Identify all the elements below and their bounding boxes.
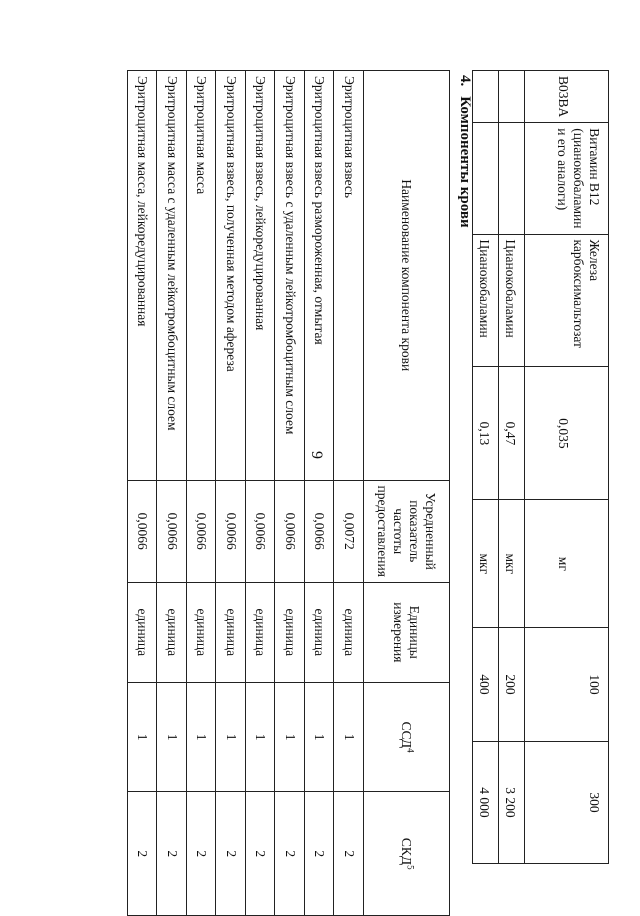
unit: единица bbox=[275, 582, 305, 682]
drug-name: Железа карбоксимальтозат bbox=[525, 234, 609, 367]
table-row bbox=[334, 71, 364, 916]
unit: мкг bbox=[499, 500, 525, 628]
skd-value: 2 bbox=[275, 792, 305, 916]
frequency: 0,0066 bbox=[128, 480, 158, 582]
blood-components-table bbox=[127, 70, 450, 916]
ssd-value: 1 bbox=[246, 682, 276, 792]
frequency: 0,0072 bbox=[334, 480, 364, 582]
component-name: Эритроцитная взвесь, полученная методом афереза bbox=[216, 71, 246, 481]
header-frequency: Усредненный показатель частоты предоставления bbox=[364, 480, 450, 582]
unit: мкг bbox=[473, 500, 499, 628]
frequency: 0,0066 bbox=[275, 480, 305, 582]
table-row bbox=[187, 71, 217, 916]
ssd-value: 200 bbox=[499, 628, 525, 742]
section-title: Компоненты крови bbox=[457, 96, 473, 228]
medication-table bbox=[472, 70, 609, 864]
unit: единица bbox=[334, 582, 364, 682]
skd-value: 2 bbox=[334, 792, 364, 916]
header-component-name: Наименование компонента крови bbox=[364, 71, 450, 481]
ssd-value: 1 bbox=[128, 682, 158, 792]
unit: единица bbox=[305, 582, 335, 682]
unit: единица bbox=[246, 582, 276, 682]
frequency: 0,13 bbox=[473, 367, 499, 500]
drug-group: Витамин B12 (цианокобаламин и его аналоги) bbox=[525, 123, 609, 234]
unit: единица bbox=[157, 582, 187, 682]
header-skd-footnote: 5 bbox=[406, 865, 416, 870]
component-name: Эритроцитная масса с удаленным лейкотромбоцитным слоем bbox=[157, 71, 187, 481]
table-row bbox=[246, 71, 276, 916]
skd-value: 2 bbox=[246, 792, 276, 916]
frequency: 0,035 bbox=[525, 367, 609, 500]
component-name: Эритроцитная взвесь размороженная, отмытая bbox=[305, 71, 335, 481]
frequency: 0,0066 bbox=[305, 480, 335, 582]
rotated-page-content bbox=[9, 70, 609, 916]
table-row bbox=[473, 71, 499, 864]
frequency: 0,0066 bbox=[157, 480, 187, 582]
skd-value: 2 bbox=[157, 792, 187, 916]
table-row bbox=[216, 71, 246, 916]
header-unit: Единицы измерения bbox=[364, 582, 450, 682]
unit: мг bbox=[525, 500, 609, 628]
unit: единица bbox=[128, 582, 158, 682]
ssd-value: 1 bbox=[305, 682, 335, 792]
header-ssd-footnote: 4 bbox=[406, 748, 416, 753]
component-name: Эритроцитная масса, лейкоредуцированная bbox=[128, 71, 158, 481]
skd-value: 2 bbox=[216, 792, 246, 916]
skd-value: 4 000 bbox=[473, 741, 499, 863]
page-number: 9 bbox=[308, 451, 325, 459]
skd-value: 2 bbox=[305, 792, 335, 916]
skd-value: 300 bbox=[525, 741, 609, 863]
drug-group bbox=[473, 123, 499, 234]
ssd-value: 1 bbox=[157, 682, 187, 792]
ssd-value: 1 bbox=[334, 682, 364, 792]
component-name: Эритроцитная взвесь, лейкоредуцированная bbox=[246, 71, 276, 481]
frequency: 0,0066 bbox=[216, 480, 246, 582]
table-row bbox=[305, 71, 335, 916]
header-ssd bbox=[364, 682, 450, 792]
table-row bbox=[128, 71, 158, 916]
table-row bbox=[499, 71, 525, 864]
ssd-value: 100 bbox=[525, 628, 609, 742]
drug-group bbox=[499, 123, 525, 234]
skd-value: 3 200 bbox=[499, 741, 525, 863]
table-row bbox=[525, 71, 609, 864]
header-skd-label: СКД bbox=[399, 837, 415, 866]
ssd-value: 400 bbox=[473, 628, 499, 742]
atc-code: B03BA bbox=[525, 71, 609, 123]
ssd-value: 1 bbox=[216, 682, 246, 792]
component-name: Эритроцитная масса bbox=[187, 71, 217, 481]
section-number: 4. bbox=[457, 75, 473, 87]
component-name: Эритроцитная взвесь bbox=[334, 71, 364, 481]
section-heading bbox=[456, 75, 473, 228]
table-header-row bbox=[364, 71, 450, 916]
atc-code bbox=[499, 71, 525, 123]
frequency: 0,47 bbox=[499, 367, 525, 500]
unit: единица bbox=[187, 582, 217, 682]
drug-name: Цианокобаламин bbox=[473, 234, 499, 367]
atc-code bbox=[473, 71, 499, 123]
skd-value: 2 bbox=[128, 792, 158, 916]
header-ssd-label: ССД bbox=[399, 721, 415, 749]
ssd-value: 1 bbox=[187, 682, 217, 792]
unit: единица bbox=[216, 582, 246, 682]
drug-name: Цианокобаламин bbox=[499, 234, 525, 367]
table-row bbox=[275, 71, 305, 916]
ssd-value: 1 bbox=[275, 682, 305, 792]
table-row bbox=[157, 71, 187, 916]
frequency: 0,0066 bbox=[246, 480, 276, 582]
component-name: Эритроцитная взвесь с удаленным лейкотромбоцитным слоем bbox=[275, 71, 305, 481]
frequency: 0,0066 bbox=[187, 480, 217, 582]
header-skd bbox=[364, 792, 450, 916]
skd-value: 2 bbox=[187, 792, 217, 916]
